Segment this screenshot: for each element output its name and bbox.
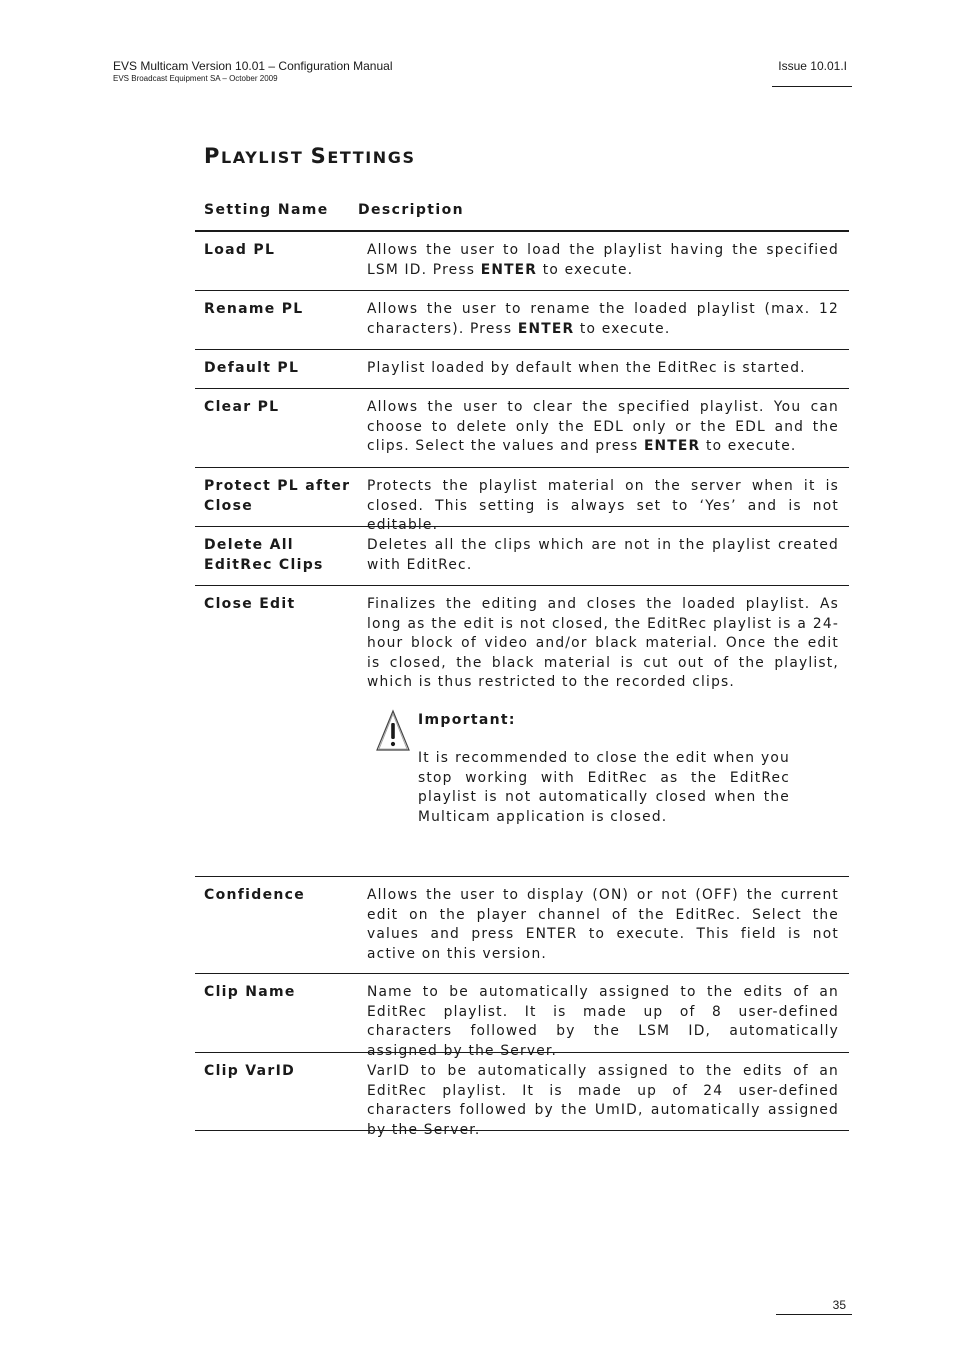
table-row xyxy=(195,586,849,877)
setting-description: Protects the playlist material on the server when it is closed. This setting is always set to ‘Yes’ and is not editable. xyxy=(367,478,839,533)
setting-description: Playlist loaded by default when the EditRec is started. xyxy=(367,360,806,376)
setting-name: Confidence xyxy=(204,887,306,903)
table-row xyxy=(195,350,849,389)
publisher-line: EVS Broadcast Equipment SA – October 2009 xyxy=(113,74,278,83)
important-title: Important: xyxy=(418,711,516,728)
table-row xyxy=(195,291,849,350)
table-row xyxy=(195,974,849,1059)
title-rest-1: LAYLIST xyxy=(221,148,311,167)
setting-name: Clip Name xyxy=(204,984,296,1000)
important-text: It is recommended to close the edit when you stop working with EditRec as the EditRec playlist is not automatically closed when the Multicam application is closed. xyxy=(418,750,790,825)
important-body xyxy=(418,709,790,828)
warning-triangle-icon xyxy=(375,709,411,753)
issue-label: Issue 10.01.I xyxy=(778,59,847,73)
setting-description: VarID to be automatically assigned to the edits of an EditRec playlist. It is made up of 24 user-defined characters followed by the UmID, automatically assigned by the Server. xyxy=(367,1063,839,1138)
setting-description: Deletes all the clips which are not in the playlist created with EditRec. xyxy=(367,537,839,573)
setting-name: Clear PL xyxy=(204,399,280,415)
footer-rule xyxy=(776,1314,852,1315)
table-row xyxy=(195,232,849,291)
setting-name: Close Edit xyxy=(204,596,296,612)
setting-name: Protect PL after Close xyxy=(204,478,351,514)
table-row xyxy=(195,527,849,586)
page-header xyxy=(113,59,393,84)
header-setting-name: Setting Name xyxy=(204,202,329,218)
important-note xyxy=(367,709,839,828)
header-description: Description xyxy=(358,202,464,218)
setting-description xyxy=(367,586,849,876)
manual-title: EVS Multicam Version 10.01 – Configuration Manual xyxy=(113,59,393,73)
settings-table xyxy=(195,194,849,1138)
page-number: 35 xyxy=(832,1298,846,1312)
setting-name: Default PL xyxy=(204,360,300,376)
close-edit-text: Finalizes the editing and closes the loaded playlist. As long as the edit is not closed, the EditRec playlist is a 24-hour block of video and/or black material. Once the edit is closed, the black material is cut out of the playlist, which is thus restricted to the recorded clips. xyxy=(367,596,839,690)
table-row xyxy=(195,1053,849,1138)
setting-name: Delete All EditRec Clips xyxy=(204,537,324,573)
setting-description: Allows the user to clear the specified playlist. You can choose to delete only the EDL only or the EDL and the clips. Select the values and press ENTER to execute. xyxy=(367,399,839,454)
setting-description: Allows the user to load the playlist having the specified LSM ID. Press ENTER to execute. xyxy=(367,242,839,278)
setting-name: Rename PL xyxy=(204,301,304,317)
table-row xyxy=(195,468,849,533)
setting-description: Allows the user to display (ON) or not (OFF) the current edit on the player channel of the EditRec. Select the values and press ENTER to execute. This field is not active on this version. xyxy=(367,887,839,962)
table-header xyxy=(195,194,849,232)
setting-description: Allows the user to rename the loaded playlist (max. 12 characters). Press ENTER to execute. xyxy=(367,301,839,337)
section-title xyxy=(204,144,416,168)
setting-description: Name to be automatically assigned to the edits of an EditRec playlist. It is made up of 8 user-defined characters followed by the LSM ID, automatically assigned by the Server. xyxy=(367,984,839,1059)
table-row xyxy=(195,389,849,468)
title-cap-p: P xyxy=(204,144,221,168)
setting-name: Clip VarID xyxy=(204,1063,296,1079)
setting-name: Load PL xyxy=(204,242,276,258)
title-rest-2: ETTINGS xyxy=(327,148,416,167)
title-cap-s: S xyxy=(310,144,328,168)
table-row xyxy=(195,877,849,974)
header-rule xyxy=(772,86,852,87)
